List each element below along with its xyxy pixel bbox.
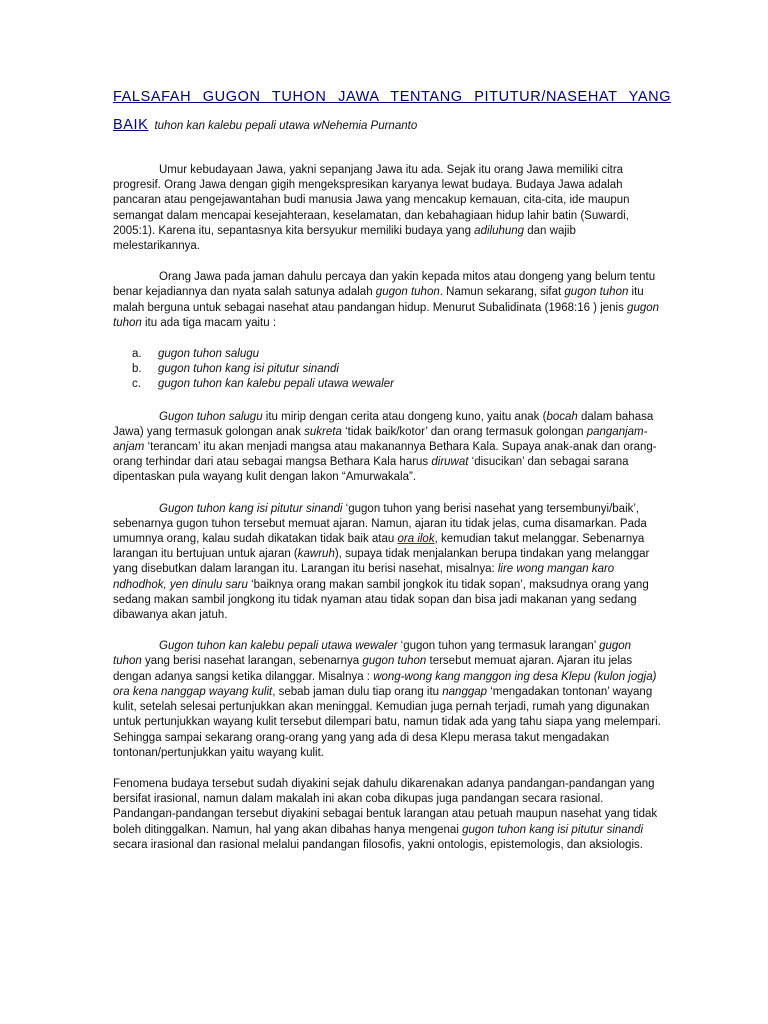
title-line-2 [113,114,663,137]
p4-term: Gugon tuhon kang isi pitutur sinandi [159,502,343,515]
p5-term: Gugon tuhon kan kalebu pepali utawa wewaler [159,640,398,653]
p4-term: kawruh [297,548,335,561]
list-marker: c. [132,378,141,391]
p5-text: ‘gugon tuhon yang termasuk larangan’ [397,640,600,653]
paragraph-6 [113,777,663,853]
list-item-text: gugon tuhon kang isi pitutur sinandi [158,363,339,376]
p3-text: ‘tidak baik/kotor’ dan orang termasuk golongan [341,425,587,438]
p4-text: ‘gugon tuhon yang berisi nasehat yang tersembunyi/baik’, sebenarnya gugon tuhon tersebut memuat ajaran. Namun, ajaran itu tidak jelas, cuma disamarkan. Pada umumnya orang, kalau sudah dikatakan tidak baik atau [113,502,647,546]
p6-text: Fenomena budaya tersebut sudah diyakini sejak dahulu dikarenakan adanya pandangan-pandangan yang bersifat irasional, namun dalam makalah ini akan coba dikupas juga pandangan secara rasional. Pandangan-pandangan tersebut diyakini sebagai bentuk larangan atau petuah maupun nasehat yang tidak boleh ditinggalkan. Namun, hal yang akan dibahas hanya mengenai [113,777,658,836]
p1-text-end: dan wajib melestarikannya. [113,224,576,253]
p3-term: panganjam-anjam [113,425,648,454]
p3-text-end: ‘disucikan’ dan sebagai sarana dipentaskan pula wayang kulit dengan lakon “Amurwakala”. [113,456,629,484]
p4-text-end: ‘baiknya orang makan sambil jongkok itu tidak sopan’, maksudnya orang yang sedang makan sambil jongkong itu tidak nyaman atau tidak sopan dan bisa jadi makanan yang sedang dibawanya akan jatuh. [113,578,649,622]
list-item-text: gugon tuhon salugu [158,348,260,361]
p4-quote: lire wong mangan karo ndhodhok, yen dinulu saru [113,563,615,591]
p1-term: adiluhung [474,224,525,237]
p5-quote: wong-wong kang manggon ing desa Klepu (kulon jogja) ora kena nanggap wayang kulit [113,670,657,698]
document-title[interactable]: FALSAFAH GUGON TUHON JAWA TENTANG PITUTUR/NASEHAT YANG [113,89,672,105]
paragraph-1 [113,163,663,254]
paragraph-2 [113,270,663,331]
p5-text: tersebut memuat ajaran. Ajaran itu jelas dengan adanya sangsi ketika dilanggar. Misalnya : [113,655,633,683]
p4-text: , kemudian takut melanggar. Sebenarnya larangan itu bertujuan untuk ajaran ( [113,533,645,561]
p5-term: gugon tuhon [113,640,632,668]
p3-term: bocah [546,410,578,423]
p2-text: Orang Jawa pada jaman dahulu percaya dan yakin kepada mitos atau dongeng yang belum tentu benar kejadiannya dan nyata salah satunya adalah [113,271,656,299]
gugon-tuhon-types-list [113,347,663,393]
p4-text: ), supaya tidak menjalankan berupa tindakan yang melanggar yang disebutkan dalam larangan itu. Larangan itu berisi nasehat, misalnya: [113,548,650,576]
p2-term: gugon tuhon [564,286,629,299]
p2-term: gugon tuhon [375,286,440,299]
p2-text: . Namun sekarang, sifat [439,286,565,299]
p5-text: , sebab jaman dulu tiap orang itu [272,685,443,698]
p3-term: Gugon tuhon salugu [159,410,263,423]
p3-term: sukreta [304,425,342,438]
p2-text-end: itu ada tiga macam yaitu : [141,316,277,329]
paragraph-3 [113,410,663,486]
p1-text: Umur kebudayaan Jawa, yakni sepanjang Jawa itu ada. Sejak itu orang Jawa memiliki citra progresif. Orang Jawa dengan gigih mengekspresikan karyanya lewat budaya. Budaya Jawa adalah pancaran atau pengejawantahan budi manusia Jawa yang mencakup kemauan, cita-cita, ide maupun semangat dalam mencapai kesejahteraan, keselamatan, dan kebahagiaan hidup lahir batin (Suwardi, 2005:1). Karena itu, sepantasnya kita bersyukur memiliki budaya yang [113,164,630,237]
p3-text: dalam bahasa Jawa) yang termasuk golongan anak [113,410,654,438]
p3-text: ‘terancam’ itu akan menjadi mangsa atau makanannya Bethara Kala. Supaya anak-anak dan orang-orang terhindar dari atau sebagai mangsa Bethara Kala harus [113,441,657,469]
p6-term: gugon tuhon kang isi pitutur sinandi [462,823,644,836]
p2-text: itu malah berguna untuk sebagai nasehat atau pandangan hidup. Menurut Subalidinata (1968:16 ) jenis [113,286,644,314]
p6-text-end: secara irasional dan rasional melalui pandangan filosofis, yakni ontologis, epistemologis, dan aksiologis. [113,838,643,851]
list-item [113,377,663,392]
p5-term: gugon tuhon [362,655,427,668]
p2-term: gugon tuhon [113,301,660,329]
p3-text: itu mirip dengan cerita atau dongeng kuno, yaitu anak ( [262,410,547,423]
p3-term: diruwat [431,456,469,469]
document-title-continued[interactable]: BAIK [113,117,149,133]
list-item [113,362,663,377]
p5-term: nanggap [442,685,488,698]
paragraph-5 [113,639,663,761]
p5-text-end: ‘mengadakan tontonan’ wayang kulit, setelah selesai pertunjukkan akan meninggal. Kemudian juga pernah terjadi, rumah yang digunakan untuk pertunjukkan wayang kulit tersebut dilempari batu, namun tidak ada yang tahu siapa yang melempari. Sehingga sampai sekarang orang-orang yang yang ada di desa Klepu merasa takut mengadakan tontonan/pertunjukkan yaitu wayang kulit. [113,685,661,759]
paragraph-4 [113,502,663,624]
list-item-text: gugon tuhon kan kalebu pepali utawa wewaler [158,378,394,391]
list-marker: b. [132,363,142,376]
document-page [113,86,672,869]
list-marker: a. [132,348,142,361]
title-block [113,86,672,137]
document-subtitle: tuhon kan kalebu pepali utawa wNehemia Purnanto [154,120,418,132]
list-item [113,347,663,362]
p4-term: ora ilok [397,533,435,546]
p5-text: yang berisi nasehat larangan, sebenarnya [141,655,363,668]
